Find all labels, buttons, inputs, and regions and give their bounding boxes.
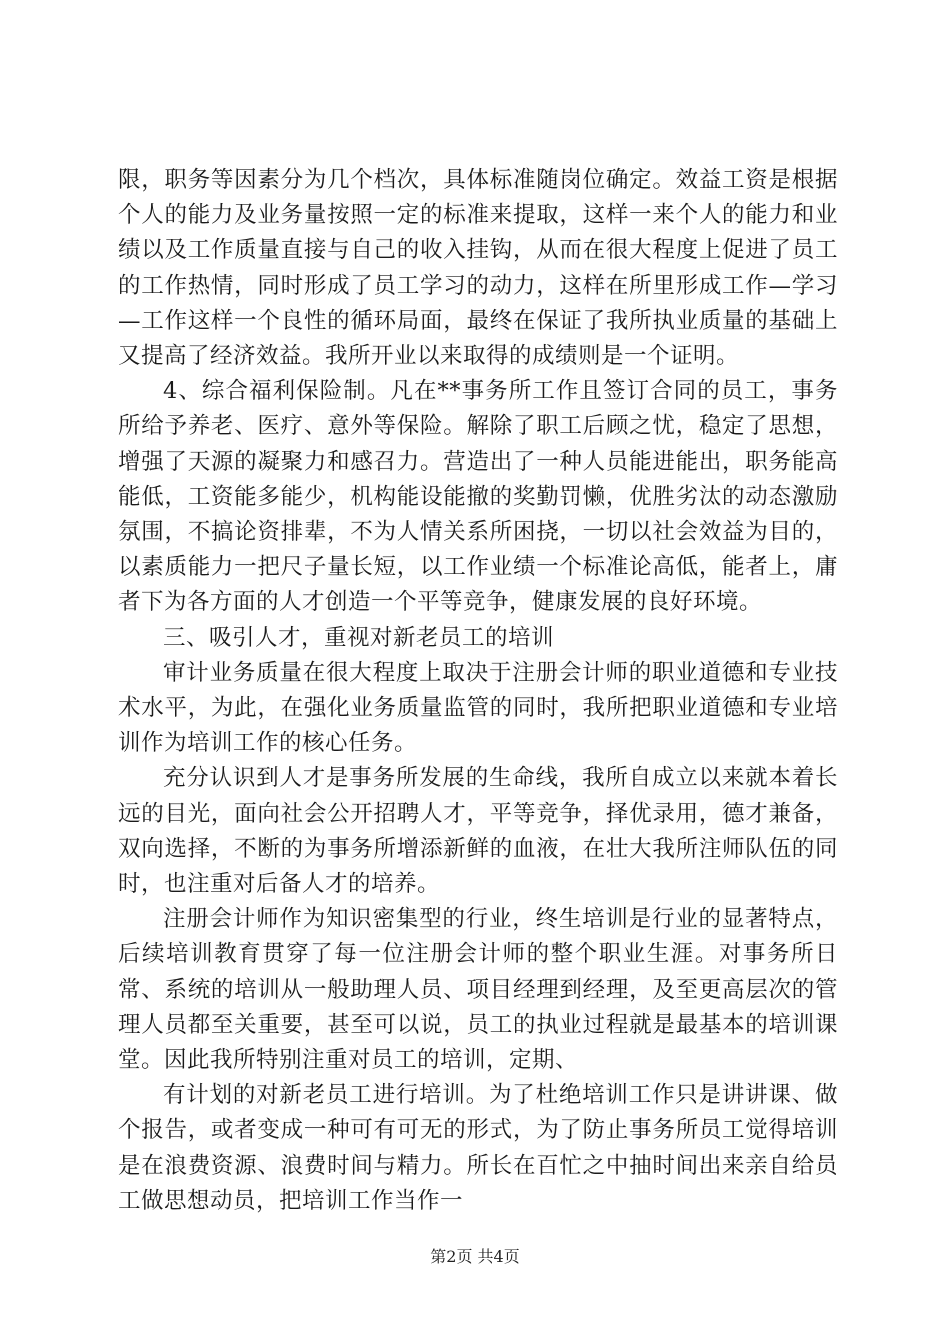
paragraph-6: 注册会计师作为知识密集型的行业，终生培训是行业的显著特点，后续培训教育贯穿了每一位注册会计师的整个职业生涯。对事务所日常、系统的培训从一般助理人员、项目经理到经理，及至更高层次的管理人员都至关重要，甚至可以说，员工的执业过程就是最基本的培训课堂。因此我所特别注重对员工的培训，定期、 [118, 906, 838, 1074]
page-footer: 第2页 共4页 [430, 1247, 520, 1266]
paragraph-5: 充分认识到人才是事务所发展的生命线，我所自成立以来就本着长远的目光，面向社会公开招聘人才，平等竞争，择优录用，德才兼备，双向选择，不断的为事务所增添新鲜的血液，在壮大我所注师队伍的同时，也注重对后备人才的培养。 [118, 765, 838, 898]
paragraph-2: 4、综合福利保险制。凡在**事务所工作且签订合同的员工，事务所给予养老、医疗、意外等保险。解除了职工后顾之忧，稳定了思想，增强了天源的凝聚力和感召力。营造出了一种人员能进能出，职务能高能低，工资能多能少，机构能设能撤的奖勤罚懒，优胜劣汰的动态激励氛围，不搞论资排辈，不为人情关系所困挠，一切以社会效益为目的，以素质能力一把尺子量长短，以工作业绩一个标准论高低，能者上，庸者下为各方面的人才创造一个平等竞争，健康发展的良好环境。 [118, 378, 838, 616]
paragraph-4: 审计业务质量在很大程度上取决于注册会计师的职业道德和专业技术水平，为此，在强化业务质量监管的同时，我所把职业道德和专业培训作为培训工作的核心任务。 [118, 659, 838, 757]
paragraph-1: 限，职务等因素分为几个档次，具体标准随岗位确定。效益工资是根据个人的能力及业务量按照一定的标准来提取，这样一来个人的能力和业绩以及工作质量直接与自己的收入挂钩，从而在很大程度上促进了员工的工作热情，同时形成了员工学习的动力，这样在所里形成工作—学习—工作这样一个良性的循环局面，最终在保证了我所执业质量的基础上又提高了经济效益。我所开业以来取得的成绩则是一个证明。 [118, 167, 838, 370]
document-body [118, 163, 838, 1219]
paragraph-7: 有计划的对新老员工进行培训。为了杜绝培训工作只是讲讲课、做个报告，或者变成一种可有可无的形式，为了防止事务所员工觉得培训是在浪费资源、浪费时间与精力。所长在百忙之中抽时间出来亲自给员工做思想动员，把培训工作当作一 [118, 1082, 838, 1214]
section-heading: 三、吸引人才，重视对新老员工的培训 [163, 624, 555, 651]
